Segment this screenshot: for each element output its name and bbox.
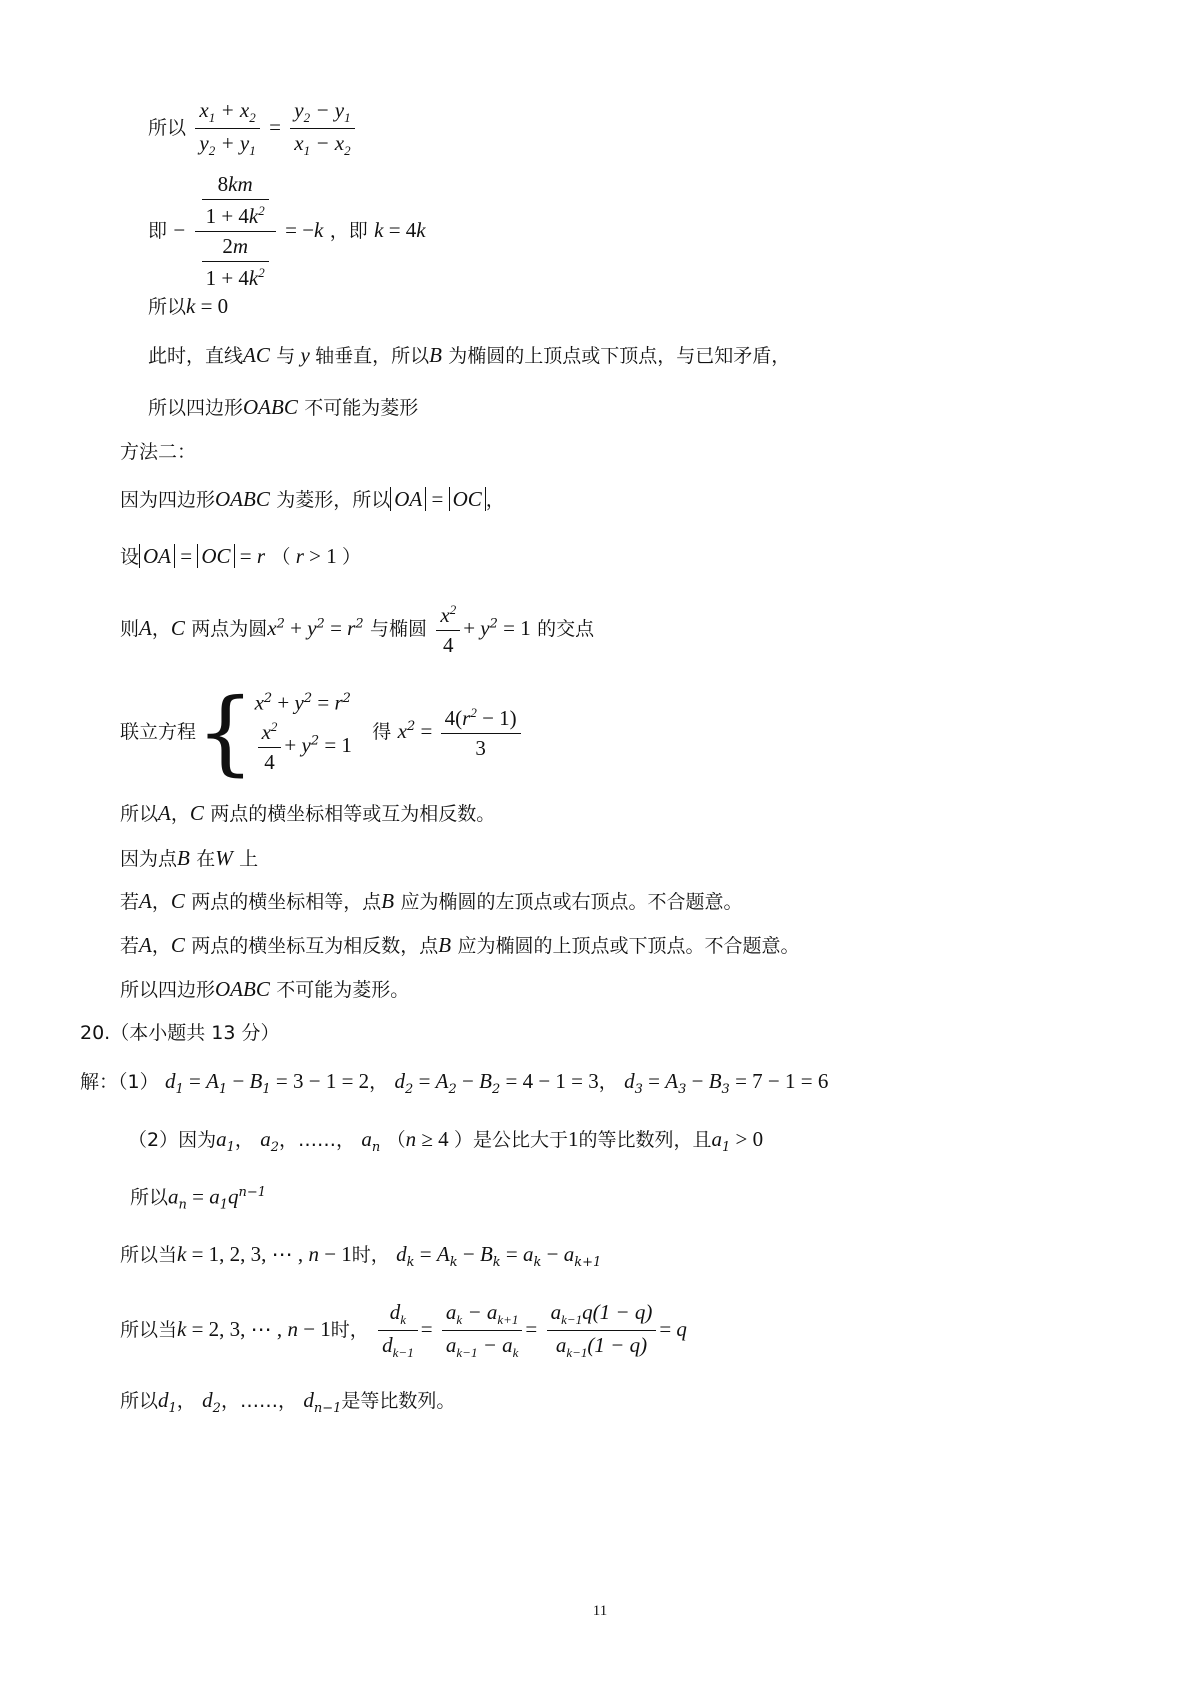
text: 方法二：	[120, 441, 197, 463]
line-6	[120, 441, 196, 462]
line-1: 所以 $\frac{x_1 + x_2}{y_2 + y_1}$ = $\frac{y_2 - y_1}{x_1 - x_2}$	[148, 100, 358, 157]
text: 时，	[330, 1319, 369, 1342]
line-4: 此时，直线AC 与 y 轴垂直，所以B 为椭圆的上顶点或下顶点，与已知矛盾，	[148, 343, 791, 367]
line-11: 所以A，C 两点的横坐标相等或互为相反数。	[120, 801, 496, 825]
text: ，	[598, 1071, 618, 1093]
text: ，	[176, 1390, 196, 1412]
text: ，	[170, 803, 190, 825]
line-18: （2）因为$a_1$， $a_2$，……， $a_n$ （n ≥ 4 ）是公比大于1的等比数列，且$a_1 > 0$	[128, 1127, 764, 1155]
text: 所以四边形	[120, 979, 216, 1001]
text: 20.（本小题共 13 分）	[80, 1022, 280, 1044]
text: 两点的横坐标相等，点	[191, 891, 382, 913]
text: 因为四边形	[120, 489, 216, 511]
text: （	[386, 1129, 406, 1151]
text: 所以四边形	[148, 397, 244, 419]
text: 解：（1）	[80, 1071, 159, 1093]
fraction: $\frac{d_k}{d_{k-1}}$	[378, 1302, 418, 1359]
line-7: 因为四边形OABC 为菱形，所以 OA = OC ，	[120, 487, 505, 511]
text: ，……，	[220, 1390, 297, 1412]
text: ，	[151, 618, 171, 640]
line-2: 即 − $\frac{\frac{8km}{1 + 4k^2}}{\frac{2m}{1 + 4k^2}}$ = −k ，即 k = 4k	[148, 172, 426, 290]
text: 两点为圆	[191, 618, 268, 640]
text: 所以当	[120, 1244, 178, 1266]
text: 在	[196, 848, 216, 870]
text: 所以	[148, 296, 187, 318]
fraction: $\frac{4(r^2 - 1)}{3}$	[441, 706, 521, 759]
text: 与椭圆	[369, 618, 427, 640]
text: 时，	[351, 1244, 390, 1266]
text: 应为椭圆的上顶点或下顶点。不合题意。	[457, 935, 800, 957]
equation-system: $x^2 + y^2 = r^2$ $\frac{x^2}{4}$ + $y^2 = 1$	[254, 690, 352, 774]
line-3: 所以k = 0	[148, 294, 229, 318]
line-20: 所以当k = 1, 2, 3, ⋯ , n − 1时， $d_k = A_k - B_k = a_k - a_{k+1}$	[120, 1242, 602, 1270]
text: 上	[239, 848, 259, 870]
text: 轴垂直，所以	[315, 345, 430, 367]
text: 所以	[148, 117, 187, 140]
text: 即	[148, 220, 168, 242]
text: 的等比数列，且	[578, 1129, 712, 1151]
text: 所以	[120, 1390, 159, 1412]
line-12: 因为点B 在W 上	[120, 846, 259, 870]
text: 若	[120, 935, 140, 957]
text: 所以	[120, 803, 159, 825]
text: 得	[372, 720, 392, 743]
text: ，	[151, 935, 171, 957]
fraction: $\frac{a_{k-1}q(1 - q)}{a_{k-1}(1 - q)}$	[547, 1302, 657, 1359]
text: 所以	[130, 1186, 169, 1209]
fraction: $\frac{x_1 + x_2}{y_2 + y_1}$	[195, 100, 259, 157]
text: ，即	[329, 220, 368, 242]
line-21: 所以当k = 2, 3, ⋯ , n − 1时， $\frac{d_k}{d_{k-1}}$ = $\frac{a_k - a_{k+1}}{a_{k-1} - a_k}$ = $\frac{a_{k-1}q(1 - q)}{a_{k-1}(1 - q)}$ = q	[120, 1300, 687, 1361]
line-8: 设 OA = OC = r （ r > 1 ）	[120, 544, 361, 568]
line-17: 解：（1） $d_1 = A_1 - B_1 = 3 - 1 = 2$， $d_2 = A_2 - B_2 = 4 - 1 = 3$， $d_3 = A_3 - B_3 = 7 - 1 = 6$	[80, 1069, 829, 1097]
line-22: 所以$d_1$， $d_2$，……， $d_{n-1}$是等比数列。	[120, 1388, 456, 1416]
text: ，	[151, 891, 171, 913]
text: （2）因为	[128, 1129, 217, 1151]
line-15: 所以四边形OABC 不可能为菱形。	[120, 977, 410, 1001]
text: ）	[341, 546, 361, 568]
line-5: 所以四边形OABC 不可能为菱形	[148, 395, 419, 419]
text: 为菱形，所以	[276, 489, 391, 511]
text: 联立方程	[120, 720, 197, 743]
text: 两点的横坐标相等或互为相反数。	[210, 803, 496, 825]
text: ）是公比大于	[453, 1129, 568, 1151]
text: 不可能为菱形。	[276, 979, 410, 1001]
text: 因为点	[120, 848, 178, 870]
line-14: 若A，C 两点的横坐标互为相反数，点B 应为椭圆的上顶点或下顶点。不合题意。	[120, 933, 800, 957]
line-9: 则A，C 两点为圆$x^2 + y^2 = r^2$ 与椭圆 $\frac{x^2}{4}$ + $y^2 = 1$ 的交点	[120, 602, 595, 657]
text: ，	[485, 489, 505, 511]
line-19: 所以$a_n = a_1q^{n-1}$	[130, 1184, 267, 1213]
text: ，	[369, 1071, 389, 1093]
fraction: $\frac{x^2}{4}$	[436, 603, 460, 656]
line-13: 若A，C 两点的横坐标相等，点B 应为椭圆的左顶点或右顶点。不合题意。	[120, 889, 743, 913]
text: ，……，	[279, 1129, 356, 1151]
text: 所以当	[120, 1319, 178, 1342]
text: 若	[120, 891, 140, 913]
line-10: 联立方程{ $x^2 + y^2 = r^2$ $\frac{x^2}{4}$ + $y^2 = 1$ 得 $x^2$ = $\frac{4(r^2 - 1)}{3}$	[120, 686, 524, 779]
text: 是等比数列。	[341, 1390, 456, 1412]
text: 设	[120, 546, 140, 568]
text: 两点的横坐标互为相反数，点	[191, 935, 439, 957]
text: 此时，直线	[148, 345, 244, 367]
page-number: 11	[592, 1603, 608, 1619]
text: ，	[234, 1129, 254, 1151]
fraction: $\frac{a_k - a_{k+1}}{a_{k-1} - a_k}$	[442, 1302, 523, 1359]
text: 与	[276, 345, 296, 367]
text: 不可能为菱形	[304, 397, 419, 419]
fraction: $\frac{y_2 - y_1}{x_1 - x_2}$	[290, 100, 354, 157]
text: 的交点	[537, 618, 595, 640]
text: 则	[120, 618, 140, 640]
text: （	[271, 546, 291, 568]
text: 应为椭圆的左顶点或右顶点。不合题意。	[400, 891, 743, 913]
question-heading	[80, 1022, 279, 1043]
compound-fraction: $\frac{\frac{8km}{1 + 4k^2}}{\frac{2m}{1 + 4k^2}}$	[195, 174, 276, 289]
text: 为椭圆的上顶点或下顶点，与已知矛盾，	[448, 345, 791, 367]
